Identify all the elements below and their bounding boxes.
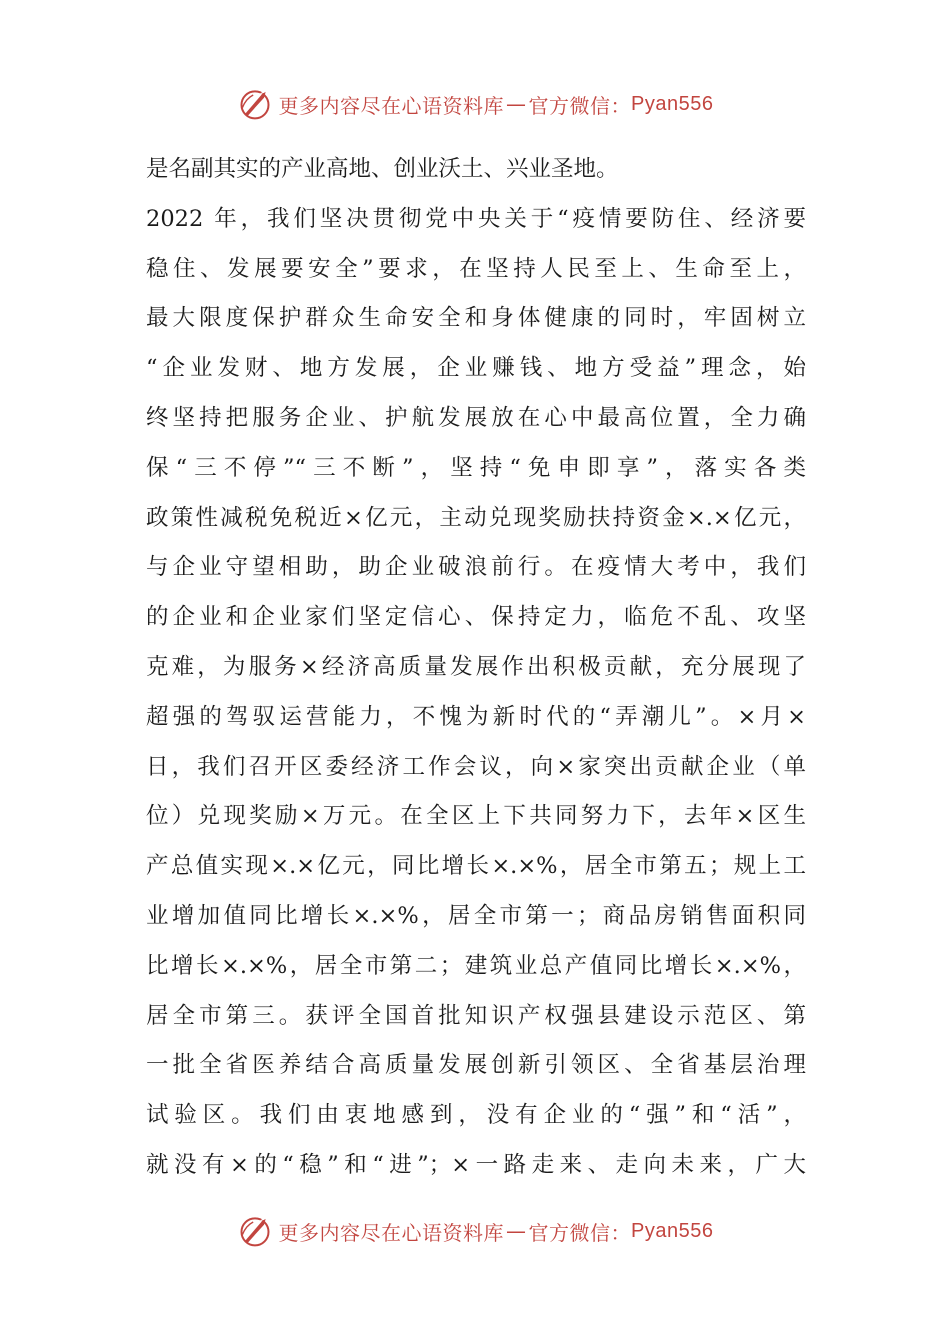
text-line: 是名副其实的产业高地、创业沃土、兴业圣地。 [146, 156, 619, 182]
text-line: 2022 年，我们坚决贯彻党中央关于“疫情要防住、经济要 [146, 205, 806, 232]
text-line: 就没有×的“稳”和“进”；×一路走来、走向未来，广大 [146, 1151, 806, 1178]
text-line: 政策性减税免税近×亿元，主动兑现奖励扶持资金×.×亿元， [146, 504, 806, 531]
text-line: 稳住、发展要安全”要求，在坚持人民至上、生命至上， [146, 255, 806, 282]
text-line: 一批全省医养结合高质量发展创新引领区、全省基层治理 [146, 1052, 806, 1079]
watermark-dash: — [506, 1219, 527, 1243]
watermark-wechat-label: 官方微信： [528, 1220, 632, 1245]
text-line: 居全市第三。获评全国首批知识产权强县建设示范区、第 [146, 1002, 806, 1029]
text-line: 与企业守望相助，助企业破浪前行。在疫情大考中，我们 [146, 554, 806, 581]
text-line: 产总值实现×.×亿元，同比增长×.×%，居全市第五；规上工 [146, 853, 806, 880]
text-line: 位）兑现奖励×万元。在全区上下共同努力下，去年×区生 [146, 803, 806, 830]
watermark-brand: 更多内容尽在心语资料库 [278, 93, 505, 118]
watermark-brand: 更多内容尽在心语资料库 [278, 1220, 505, 1245]
fountain-pen-logo-icon [237, 86, 273, 122]
text-line: 试验区。我们由衷地感到，没有企业的“强”和“活”， [146, 1102, 806, 1129]
watermark-wechat-id: Pyan556 [631, 92, 714, 115]
text-line: 终坚持把服务企业、护航发展放在心中最高位置，全力确 [146, 404, 806, 431]
text-line: 业增加值同比增长×.×%，居全市第一；商品房销售面积同 [146, 902, 806, 929]
watermark-wechat-label: 官方微信： [528, 93, 632, 118]
fountain-pen-logo-icon [237, 1213, 273, 1249]
header-watermark [0, 84, 950, 124]
footer-watermark [0, 1211, 950, 1251]
text-line: “企业发财、地方发展，企业赚钱、地方受益”理念，始 [146, 355, 806, 382]
text-line: 保“三不停”“三不断”，坚持“免申即享”，落实各类 [146, 454, 806, 481]
text-line: 克难，为服务×经济高质量发展作出积极贡献，充分展现了 [146, 653, 806, 680]
text-line: 的企业和企业家们坚定信心、保持定力，临危不乱、攻坚 [146, 604, 806, 631]
watermark-wechat-id: Pyan556 [631, 1219, 714, 1242]
document-body [146, 145, 806, 1191]
text-line: 比增长×.×%，居全市第二；建筑业总产值同比增长×.×%， [146, 952, 806, 979]
text-line: 最大限度保护群众生命安全和身体健康的同时，牢固树立 [146, 305, 806, 332]
text-line: 日，我们召开区委经济工作会议，向×家突出贡献企业（单 [146, 753, 806, 780]
text-line: 超强的驾驭运营能力，不愧为新时代的“弄潮儿”。×月× [146, 703, 806, 730]
watermark-dash: — [506, 92, 527, 116]
